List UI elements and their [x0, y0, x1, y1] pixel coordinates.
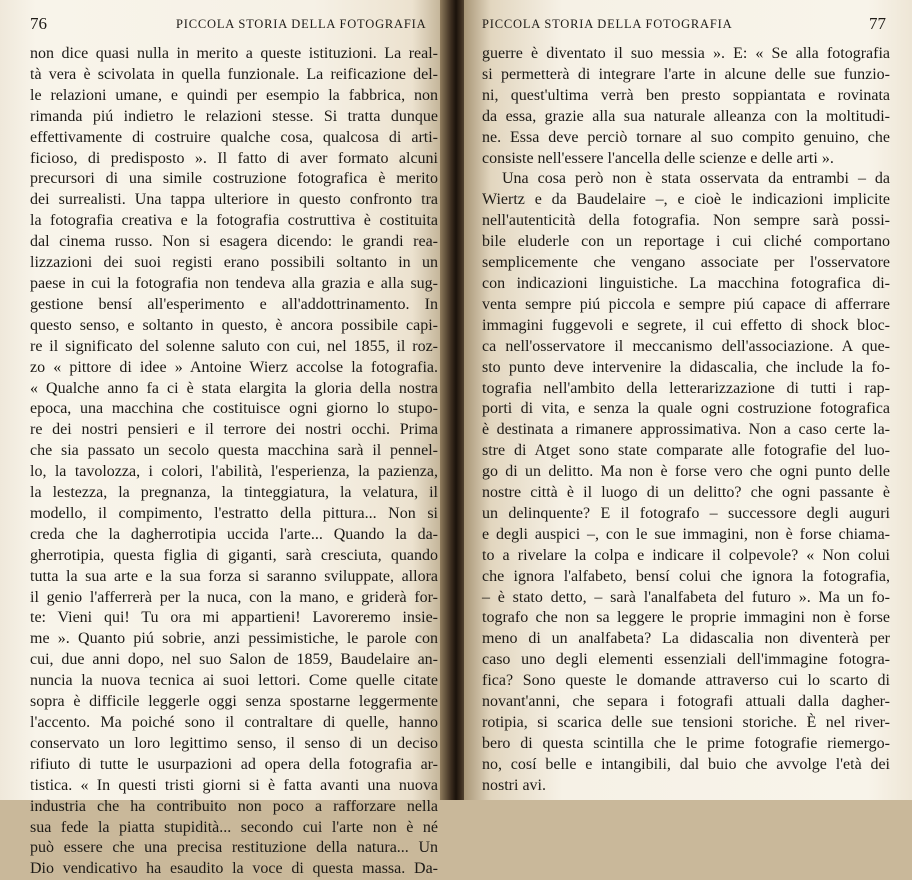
text-line: epoca, una macchina che costituisce ogni giorno lo stupo-	[30, 400, 438, 418]
text-line: sopra è difficile leggerle oggi senza spostarne leggermente	[30, 693, 438, 711]
text-line: nell'autenticità della fotografia. Non sempre sarà possi-	[482, 212, 890, 230]
text-line: Una cosa però non è stata osservata da entrambi – da	[502, 170, 890, 188]
text-line: Wiertz e da Baudelaire –, e cioè le indicazioni implicite	[482, 191, 890, 209]
text-line: conservato un loro legittimo senso, il senso di un deciso	[30, 734, 438, 752]
text-line: con indicazioni linguistiche. La macchina fotografica di-	[482, 274, 890, 292]
text-line: che sia passato un secolo questa macchina sarà il pennel-	[30, 442, 438, 460]
text-line: e degli auspici –, con le sue immagini, non è forse chiama-	[482, 525, 890, 543]
text-line: Dio vendicativo ha esaudito la voce di questa massa. Da-	[30, 860, 438, 878]
text-line: la lestezza, la pregnanza, la tinteggiatura, la velatura, il	[30, 484, 438, 502]
text-line: ne. Essa deve perciò tornare al suo compito genuino, che	[482, 128, 890, 146]
text-line: semplicemente che vengano associate per l'osservatore	[482, 254, 890, 272]
text-line: tà vera è scivolata in quella funzionale. La reificazione del-	[30, 65, 438, 83]
text-line: fica? Sono queste le domande attraverso cui lo scarto di	[482, 672, 890, 690]
text-line: te: Vieni qui! Tu ora mi appartieni! Lavoreremo insie-	[30, 609, 438, 627]
body-text	[30, 44, 438, 880]
text-line: creda che la dagherrotipia uccida l'arte... Quando la da-	[30, 525, 438, 543]
text-line: gherrotipia, questa figlia di giganti, sarà cresciuta, quando	[30, 546, 438, 564]
text-line: « Qualche anno fa ci è stata elargita la gloria della nostra	[30, 379, 438, 397]
right-page	[464, 0, 912, 800]
text-line: un delinquente? E il fotografo – successore degli auguri	[482, 504, 890, 522]
text-line: no, cosí belle e intangibili, dal buio che avvolge l'età dei	[482, 755, 890, 773]
text-line: re il significato del solenne saluto con cui, nel 1855, il roz-	[30, 337, 438, 355]
text-line: non dice quasi nulla in merito a queste istituzioni. La real-	[30, 45, 438, 62]
text-line: cui, due anni dopo, nel suo Salon de 1859, Baudelaire an-	[30, 651, 438, 669]
text-line: è destinata a rimanere approssimativa. Non a caso certe la-	[482, 421, 890, 439]
text-line: consiste nell'essere l'ancella delle scienze e delle arti ».	[482, 149, 834, 167]
text-line: bile eluderle con un reportage i cui cliché comportano	[482, 233, 890, 251]
text-line: l'accento. Ma poiché sono il contraltare di quelle, hanno	[30, 714, 438, 731]
text-line: nuncia la nuova tecnica ai suoi lettori. Come quelle citate	[30, 672, 438, 690]
text-line: questo senso, e soltanto in questo, è ancora possibile capi-	[30, 316, 438, 334]
text-line: – è stato detto, – sarà l'analfabeta del futuro ». Ma un fo-	[482, 588, 890, 606]
text-line: ficioso, di predisposto ». Il fatto di aver formato alcuni	[30, 149, 438, 167]
text-line: la fotografia creativa e la fotografia costruttiva è costituita	[30, 212, 438, 230]
text-line: si permetterà di integrare l'arte in alcune delle sue funzio-	[482, 65, 890, 83]
text-line: le relazioni umane, e quindi per esempio la fabbrica, non	[30, 86, 438, 104]
text-line: sua fede la piatta stupidità... secondo cui l'arte non è né	[30, 818, 438, 836]
text-line: nostre città è il luogo di un delitto? che ogni passante è	[482, 484, 890, 502]
text-line: lizzazioni dei suoi registi erano possibili soltanto in un	[30, 254, 438, 272]
text-line: precursori di una simile costruzione fotografica è merito	[30, 170, 438, 188]
text-line: zo « pittore di idee » Antoine Wierz accolse la fotografia.	[30, 358, 438, 376]
body-text	[482, 44, 890, 797]
text-line: che ignora l'alfabeto, bensí colui che ignora la fotografia,	[482, 567, 890, 585]
text-line: stre di Atget sono state comparate alle fotografie del luo-	[482, 442, 890, 460]
text-line: immagini fuggevoli e segrete, il cui effetto di shock bloc-	[482, 316, 890, 334]
text-line: ni, quest'ultima verrà ben presto soppiantata e rovinata	[482, 86, 890, 104]
page-number: 77	[869, 14, 886, 33]
text-line: novant'anni, che separa i fotografi attuali dalla dagher-	[482, 693, 890, 711]
text-line: caso uno degli elementi essenziali dell'immagine fotogra-	[482, 651, 890, 669]
text-line: industria che ha contribuito non poco a rafforzare nella	[30, 797, 438, 815]
text-line: effettivamente di costruire qualche cosa, qualcosa di arti-	[30, 128, 438, 146]
text-line: nostri avi.	[482, 776, 546, 794]
text-line: tutta la sua arte e la sua forza si saranno sviluppate, allora	[30, 567, 438, 585]
text-line: tografia nell'ambito della letterarizzazione di tutti i rap-	[482, 379, 890, 397]
text-line: rifiuto di tutte le usurpazioni ad opera della fotografia ar-	[30, 755, 438, 773]
text-line: me ». Quanto piú sobrie, anzi pessimistiche, le parole con	[30, 630, 438, 648]
text-line: può essere che una precisa restituzione della natura... Un	[30, 839, 438, 857]
text-line: lo, la tavolozza, i colori, l'abilità, l'esperienza, la pazienza,	[30, 463, 438, 481]
text-line: venta sempre piú piccola e sempre piú capace di afferrare	[482, 295, 890, 313]
text-line: rimanda piú indietro le relazioni stesse. Si tratta dunque	[30, 107, 438, 125]
text-line: re dei nostri pensieri e il terrore dei nostri occhi. Prima	[30, 421, 438, 439]
running-title: PICCOLA STORIA DELLA FOTOGRAFIA	[482, 17, 733, 31]
text-line: go di un delitto. Ma non è forse vero che ogni punto delle	[482, 463, 890, 481]
text-line: dal cinema russo. Non si esagera dicendo: le grandi rea-	[30, 233, 438, 251]
text-line: ca nell'osservatore il meccanismo dell'associazione. A que-	[482, 337, 890, 355]
text-line: gestione bensí all'esperimento e all'addottrinamento. In	[30, 295, 438, 313]
text-line: tistica. « In questi tristi giorni si è fatta avanti una nuova	[30, 776, 438, 794]
text-line: sto punto deve intervenire la didascalia, che include la fo-	[482, 358, 890, 376]
text-line: da essa, grazie alla sua naturale alleanza con la moltitudi-	[482, 107, 890, 125]
text-line: il genio l'afferrerà per la nuca, con la mano, e griderà for-	[30, 588, 438, 606]
page-number: 76	[30, 14, 47, 33]
running-title: PICCOLA STORIA DELLA FOTOGRAFIA	[176, 17, 427, 31]
text-line: meno di un analfabeta? La didascalia non diventerà per	[482, 630, 890, 648]
text-line: porti di vita, e senza la quale ogni costruzione fotografica	[482, 400, 890, 418]
text-line: to a rivelare la colpa e indicare il colpevole? « Non colui	[482, 546, 890, 564]
text-line: modello, il compimento, l'estratto della pittura... Non si	[30, 504, 438, 522]
text-line: rotipia, si scarica delle sue tensioni storiche. È nel river-	[482, 714, 890, 731]
text-line: paese in cui la fotografia non tendeva alla grazia e alla sug-	[30, 274, 438, 292]
text-line: dei surrealisti. Una tappa ulteriore in questo confronto tra	[30, 191, 438, 209]
text-line: tografo che non sa leggere le proprie immagini non è forse	[482, 609, 890, 627]
text-line: bero di questa scintilla che le prime fotografie riemergo-	[482, 734, 890, 752]
text-line: guerre è diventato il suo messia ». E: « Se alla fotografia	[482, 45, 890, 62]
left-page	[0, 0, 448, 878]
